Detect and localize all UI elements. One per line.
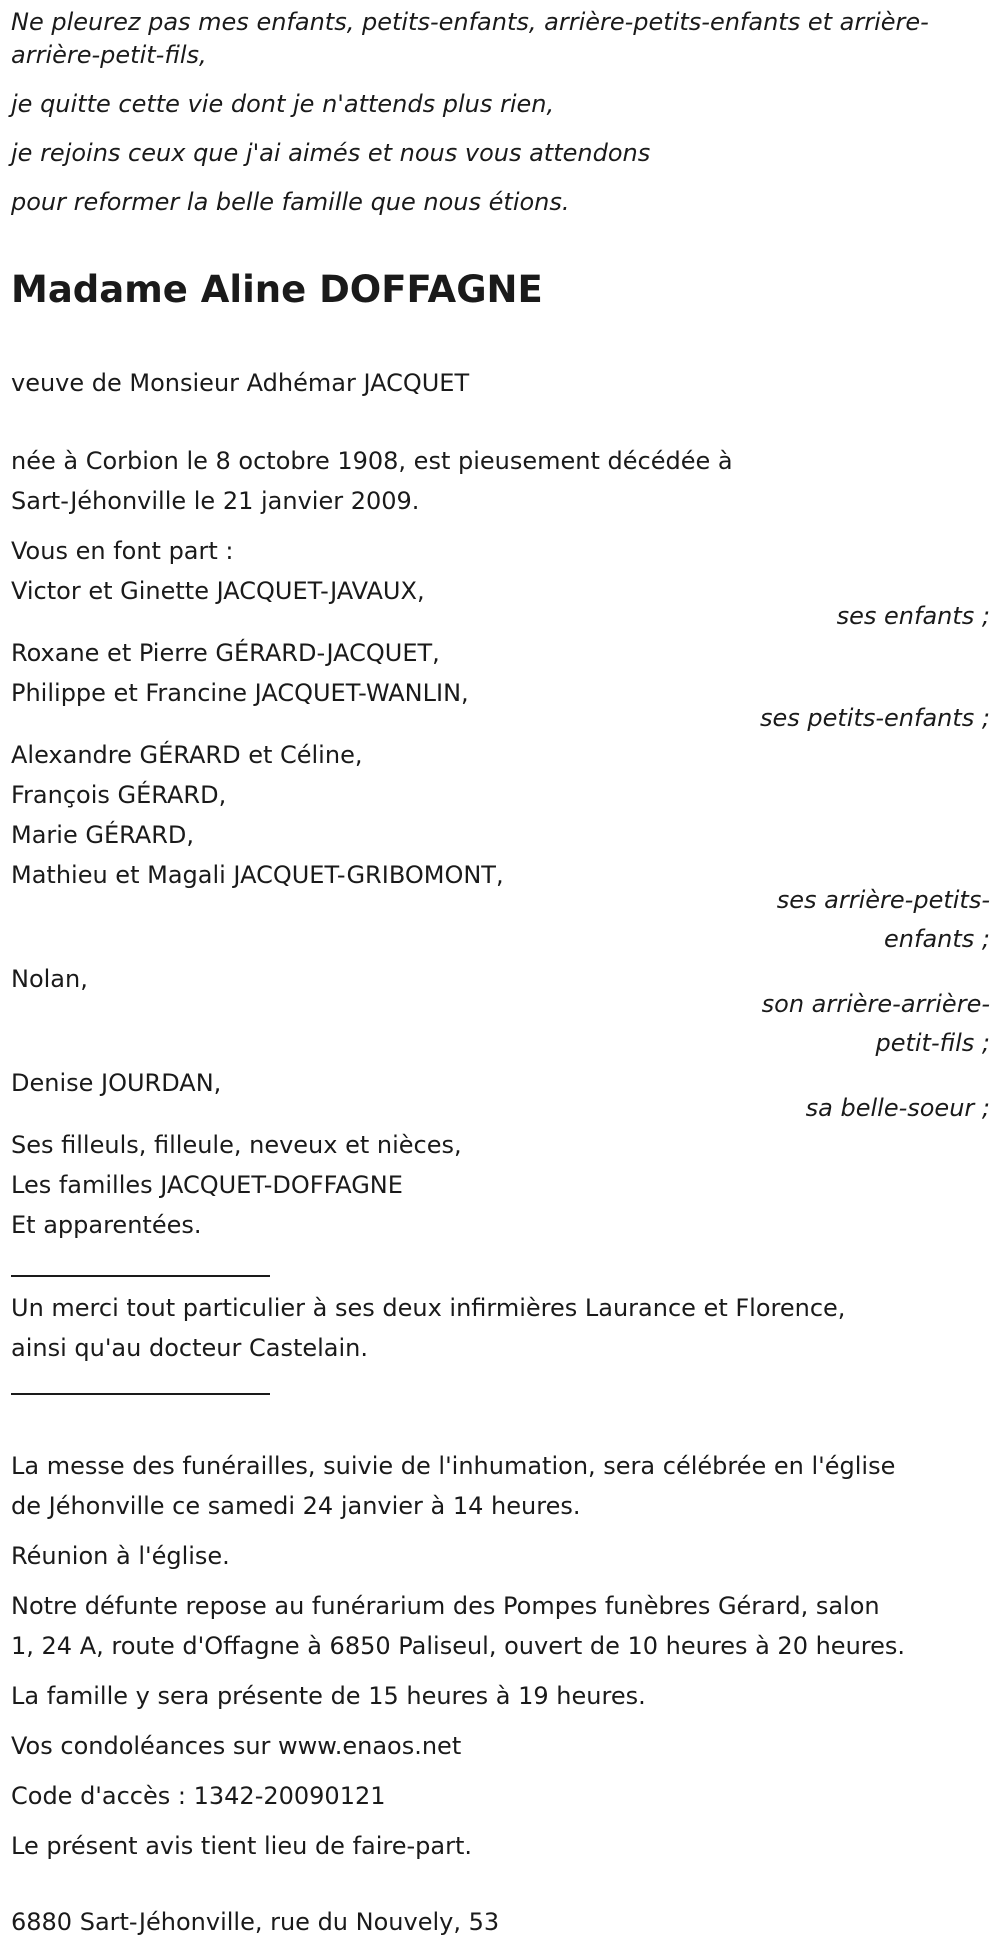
family-member-name: François GÉRARD, [11, 781, 227, 809]
family-member-name: Philippe et Francine JACQUET-WANLIN, [11, 679, 469, 707]
condolences-info: Vos condoléances sur www.enaos.net [11, 1732, 462, 1760]
separator-line [11, 1393, 270, 1395]
thanks-line: ainsi qu'au docteur Castelain. [11, 1334, 368, 1362]
family-relation: ses arrière-petits- [776, 886, 990, 914]
separator-line [11, 1275, 270, 1277]
poem-line: pour reformer la belle famille que nous étions. [11, 188, 570, 216]
family-relation: sa belle-soeur ; [805, 1094, 990, 1122]
family-others-line: Ses filleuls, filleule, neveux et nièces, [11, 1131, 462, 1159]
poem-line: je rejoins ceux que j'ai aimés et nous vous attendons [11, 139, 651, 167]
family-others-line: Et apparentées. [11, 1211, 202, 1239]
family-member-name: Alexandre GÉRARD et Céline, [11, 741, 363, 769]
family-presence-info: La famille y sera présente de 15 heures à 19 heures. [11, 1682, 646, 1710]
funerarium-line: 1, 24 A, route d'Offagne à 6850 Paliseul, ouvert de 10 heures à 20 heures. [11, 1632, 906, 1660]
family-relation: ses enfants ; [836, 602, 990, 630]
birth-death-line: née à Corbion le 8 octobre 1908, est pieusement décédée à [11, 447, 733, 475]
meeting-info: Réunion à l'église. [11, 1542, 230, 1570]
poem-line: Ne pleurez pas mes enfants, petits-enfants, arrière-petits-enfants et arrière-arrière-petit-fils, [11, 8, 929, 69]
deceased-name: Madame Aline DOFFAGNE [11, 268, 543, 311]
announce-intro: Vous en font part : [11, 537, 234, 565]
birth-death-line: Sart-Jéhonville le 21 janvier 2009. [11, 487, 420, 515]
family-relation: petit-fils ; [875, 1029, 990, 1057]
family-member-name: Marie GÉRARD, [11, 821, 195, 849]
home-address: 6880 Sart-Jéhonville, rue du Nouvely, 53 [11, 1908, 500, 1936]
family-others-line: Les familles JACQUET-DOFFAGNE [11, 1171, 403, 1199]
family-relation: ses petits-enfants ; [759, 704, 990, 732]
family-member-name: Denise JOURDAN, [11, 1069, 222, 1097]
family-relation: enfants ; [884, 925, 990, 953]
family-member-name: Mathieu et Magali JACQUET-GRIBOMONT, [11, 861, 504, 889]
family-member-name: Nolan, [11, 965, 88, 993]
family-member-name: Victor et Ginette JACQUET-JAVAUX, [11, 577, 425, 605]
family-relation: son arrière-arrière- [761, 990, 990, 1018]
funeral-mass-line: La messe des funérailles, suivie de l'inhumation, sera célébrée en l'église [11, 1452, 896, 1480]
thanks-line: Un merci tout particulier à ses deux infirmières Laurance et Florence, [11, 1294, 846, 1322]
poem [11, 6, 971, 235]
funerarium-line: Notre défunte repose au funérarium des Pompes funèbres Gérard, salon [11, 1592, 880, 1620]
funeral-mass-line: de Jéhonville ce samedi 24 janvier à 14 heures. [11, 1492, 581, 1520]
widow-of-text: veuve de Monsieur Adhémar JACQUET [11, 369, 470, 397]
notice-info: Le présent avis tient lieu de faire-part. [11, 1832, 473, 1860]
family-member-name: Roxane et Pierre GÉRARD-JACQUET, [11, 639, 440, 667]
access-code-info: Code d'accès : 1342-20090121 [11, 1782, 386, 1810]
poem-line: je quitte cette vie dont je n'attends plus rien, [11, 90, 555, 118]
